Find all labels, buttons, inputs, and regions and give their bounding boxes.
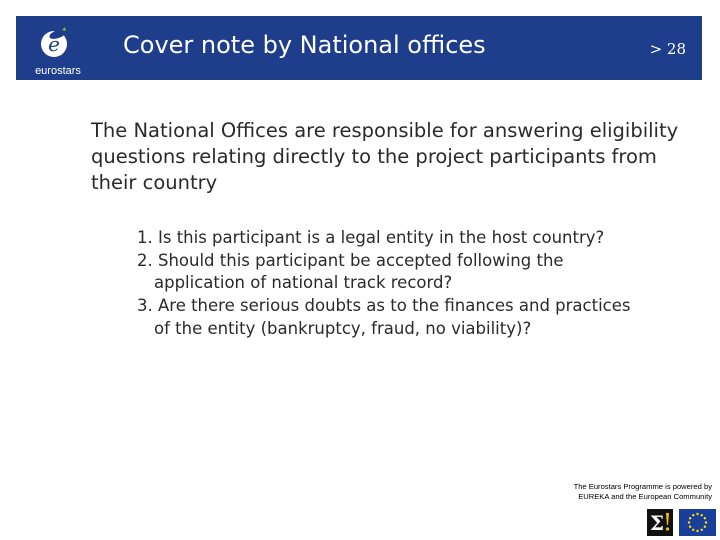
- svg-text:eurostars: eurostars: [35, 65, 81, 77]
- footer-line: The Eurostars Programme is powered by: [573, 482, 712, 491]
- eurostars-logo-icon: [18, 24, 106, 80]
- intro-paragraph: The National Offices are responsible for answering eligibility questions relating directly to the project participants from their country: [91, 119, 679, 194]
- eu-flag-icon: [679, 509, 716, 536]
- slide-title: Cover note by National offices: [123, 31, 486, 59]
- eureka-logo-icon: [647, 509, 673, 536]
- list-item: 1. Is this participant is a legal entity in the host country?: [137, 228, 605, 247]
- question-list: [137, 227, 637, 341]
- footer-credit: [472, 482, 712, 502]
- header-bar: [16, 16, 702, 80]
- svg-text:Σ: Σ: [649, 511, 665, 535]
- page-number: > 28: [649, 40, 686, 58]
- list-item: 3. Are there serious doubts as to the finances and practices of the entity (bankruptcy, fraud, no viability)?: [137, 296, 631, 338]
- svg-text:e: e: [48, 32, 60, 56]
- list-item: 2. Should this participant be accepted following the application of national track record?: [137, 250, 564, 293]
- footer-line: EUREKA and the European Community: [578, 492, 712, 501]
